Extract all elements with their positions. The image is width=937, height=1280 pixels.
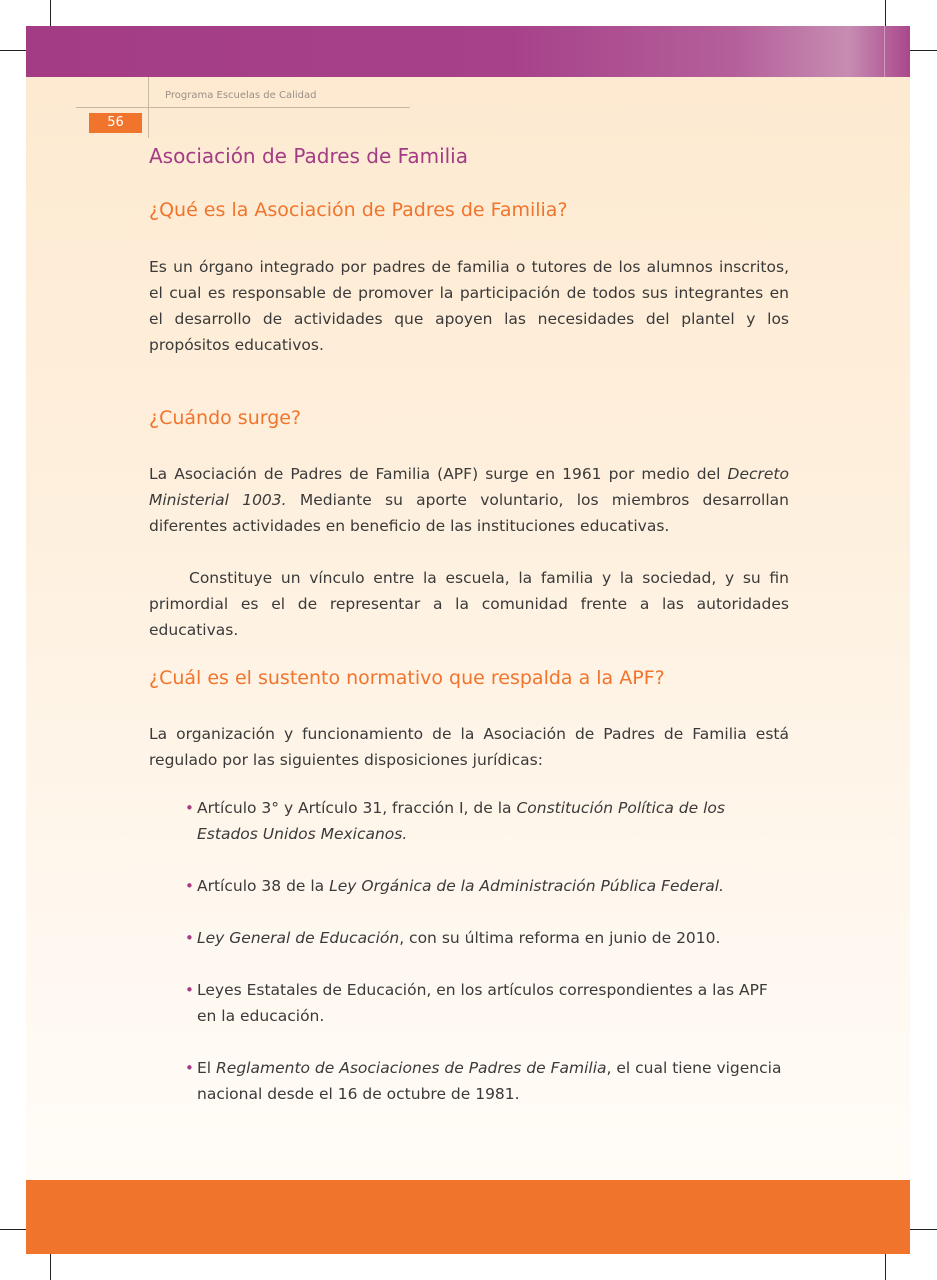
bullet-icon: • (185, 799, 194, 817)
heading-what-is: ¿Qué es la Asociación de Padres de Familia? (149, 199, 568, 221)
header-band-divider (884, 26, 885, 77)
bullet-icon: • (185, 929, 194, 947)
crop-mark (0, 1229, 26, 1230)
bullet-icon: • (185, 1059, 194, 1077)
legal-provisions-list (185, 795, 785, 1133)
bullet-icon: • (185, 981, 194, 999)
list-item (185, 925, 785, 951)
list-item (185, 977, 785, 1029)
paragraph-what-is: Es un órgano integrado por padres de familia o tutores de los alumnos inscritos, el cual es responsable de promover la participación de todos sus integrantes en el desarrollo de actividades que apoyen las necesidades del plantel y los propósitos educativos. (149, 258, 789, 354)
header-band (26, 26, 910, 77)
list-item-emphasis: Ley General de Educación (197, 929, 400, 947)
list-item-text: Artículo 38 de la (197, 877, 330, 895)
crop-mark (885, 0, 886, 26)
list-item-text-after: , con su última reforma en junio de 2010. (399, 929, 721, 947)
crop-mark (0, 50, 26, 51)
list-item-text: El (197, 1059, 217, 1077)
list-item-emphasis: Constitución Política de los Estados Unidos Mexicanos. (197, 799, 725, 843)
crop-mark (885, 1254, 886, 1280)
list-item-text-after: , el cual tiene vigencia nacional desde el 16 de octubre de 1981. (197, 1059, 782, 1103)
list-item-text: Artículo 3° y Artículo 31, fracción I, de la (197, 799, 517, 817)
list-item-text: Leyes Estatales de Educación, en los artículos correspondientes a las APF en la educación. (197, 981, 768, 1025)
header-horizontal-rule (76, 107, 410, 108)
list-item (185, 873, 785, 899)
paragraph-when (149, 461, 789, 539)
list-item (185, 795, 785, 847)
list-item (185, 1055, 785, 1107)
paragraph-link: Constituye un vínculo entre la escuela, la familia y la sociedad, y su fin primordial es el de representar a la comunidad frente a las autoridades educativas. (149, 569, 789, 639)
bullet-icon: • (185, 877, 194, 895)
document-page (26, 26, 910, 1254)
crop-mark (50, 0, 51, 26)
paragraph-legal-intro: La organización y funcionamiento de la Asociación de Padres de Familia está regulado por las siguientes disposiciones jurídicas: (149, 725, 789, 769)
page-number-badge: 56 (89, 113, 142, 133)
crop-mark (910, 50, 937, 51)
decree-reference: Decreto Ministerial 1003. (149, 465, 789, 509)
paragraph-when-text-1: La Asociación de Padres de Familia (APF) surge en 1961 por medio del (149, 465, 728, 483)
crop-mark (910, 1229, 937, 1230)
crop-mark (50, 1254, 51, 1280)
paragraph-when-text-2: Mediante su aporte voluntario, los miembros desarrollan diferentes actividades en beneficio de las instituciones educativas. (149, 491, 789, 535)
list-item-emphasis: Reglamento de Asociaciones de Padres de Familia (216, 1059, 607, 1077)
footer-band (26, 1180, 910, 1254)
section-title: Asociación de Padres de Familia (149, 144, 468, 168)
heading-legal-basis: ¿Cuál es el sustento normativo que respalda a la APF? (149, 667, 665, 689)
heading-when: ¿Cuándo surge? (149, 407, 302, 429)
running-title: Programa Escuelas de Calidad (165, 90, 317, 101)
list-item-emphasis: Ley Orgánica de la Administración Pública Federal. (329, 877, 724, 895)
